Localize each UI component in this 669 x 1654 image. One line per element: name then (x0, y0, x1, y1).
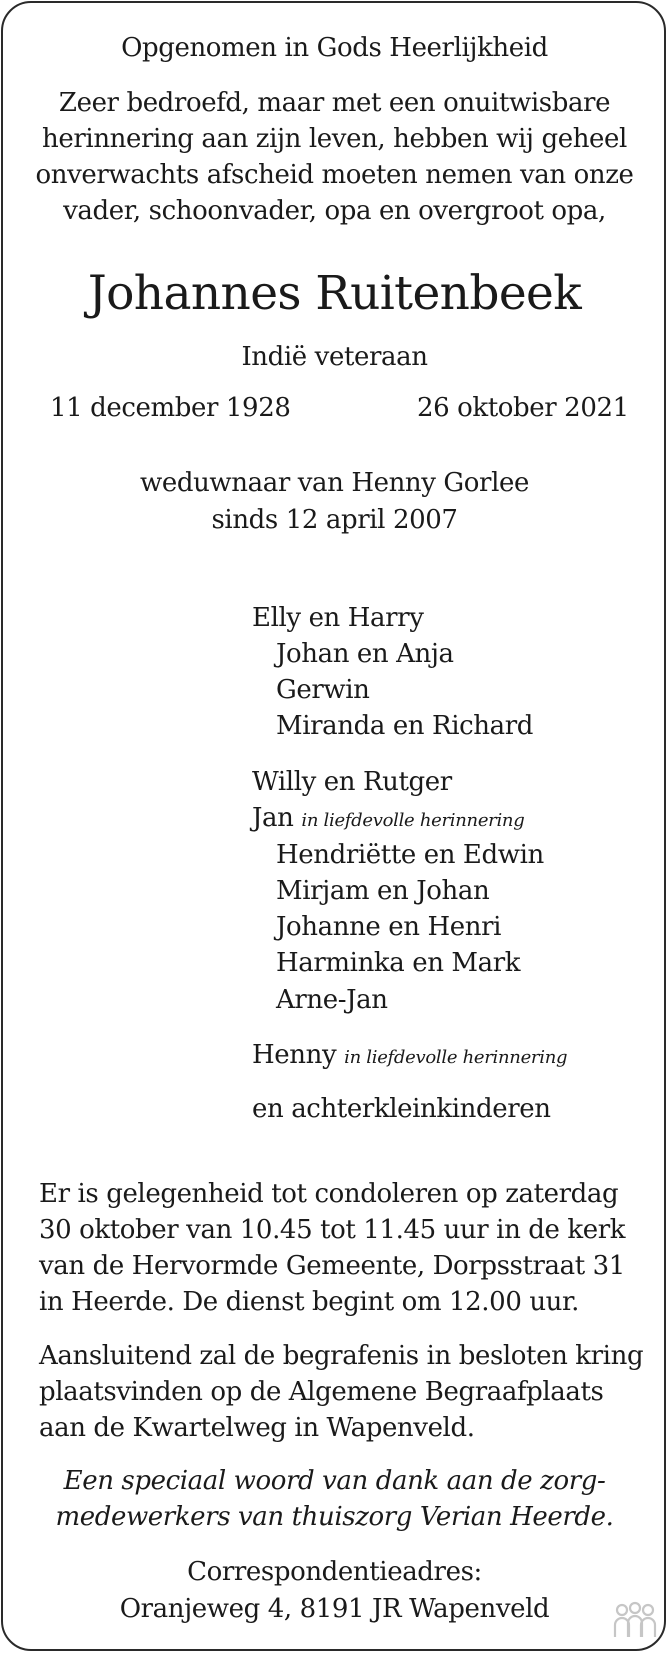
deceased-name: Johannes Ruitenbeek (87, 266, 582, 321)
funeral-line: plaatsvinden op de Algemene Begraafplaats (39, 1377, 604, 1407)
family-member: Johan en Anja (276, 639, 454, 669)
condolence-line: in Heerde. De dienst begint om 12.00 uur. (39, 1287, 580, 1317)
remembered-name: Jan (252, 803, 294, 833)
widower-line: sinds 12 april 2007 (211, 505, 458, 535)
family-member: Arne-Jan (276, 985, 388, 1015)
condolence-line: 30 oktober van 10.45 tot 11.45 uur in de kerk (39, 1215, 626, 1245)
intro-line: Zeer bedroefd, maar met een onuitwisbare (58, 88, 611, 118)
address-label: Correspondentieadres: (187, 1557, 482, 1587)
family-head: Willy en Rutger (252, 767, 452, 797)
remembered-name: Henny (252, 1040, 337, 1070)
remembered-note: in liefdevolle herinnering (344, 1047, 568, 1068)
death-date: 26 oktober 2021 (417, 393, 629, 423)
family-member: Gerwin (276, 675, 370, 705)
people-group-icon (612, 1601, 658, 1641)
family-remembered (252, 1040, 567, 1070)
family-member: Miranda en Richard (276, 711, 533, 741)
condolence-line: van de Hervormde Gemeente, Dorpsstraat 31 (39, 1251, 625, 1281)
intro-line: vader, schoonvader, opa en overgroot opa, (63, 196, 606, 226)
thanks-line: medewerkers van thuiszorg Verian Heerde. (55, 1502, 614, 1532)
funeral-line: Aansluitend zal de begrafenis in besloten kring (39, 1341, 644, 1371)
family-head: Elly en Harry (252, 603, 424, 633)
birth-date: 11 december 1928 (50, 393, 291, 423)
thanks-line: Een speciaal woord van dank aan de zorg- (63, 1466, 606, 1496)
great-grandchildren: en achterkleinkinderen (252, 1094, 551, 1124)
address-value: Oranjeweg 4, 8191 JR Wapenveld (119, 1594, 550, 1624)
family-member: Hendriëtte en Edwin (276, 840, 544, 870)
condolence-line: Er is gelegenheid tot condoleren op zaterdag (39, 1179, 619, 1209)
header-title: Opgenomen in Gods Heerlijkheid (121, 33, 548, 63)
funeral-line: aan de Kwartelweg in Wapenveld. (39, 1413, 475, 1443)
intro-line: herinnering aan zijn leven, hebben wij geheel (42, 124, 627, 154)
family-member: Mirjam en Johan (276, 876, 490, 906)
remembered-note: in liefdevolle herinnering (301, 810, 525, 831)
deceased-subtitle: Indië veteraan (241, 342, 428, 372)
family-member: Harminka en Mark (276, 948, 521, 978)
intro-line: onverwachts afscheid moeten nemen van onze (35, 160, 634, 190)
family-member: Johanne en Henri (276, 912, 502, 942)
family-remembered (252, 803, 524, 833)
widower-line: weduwnaar van Henny Gorlee (140, 468, 529, 498)
